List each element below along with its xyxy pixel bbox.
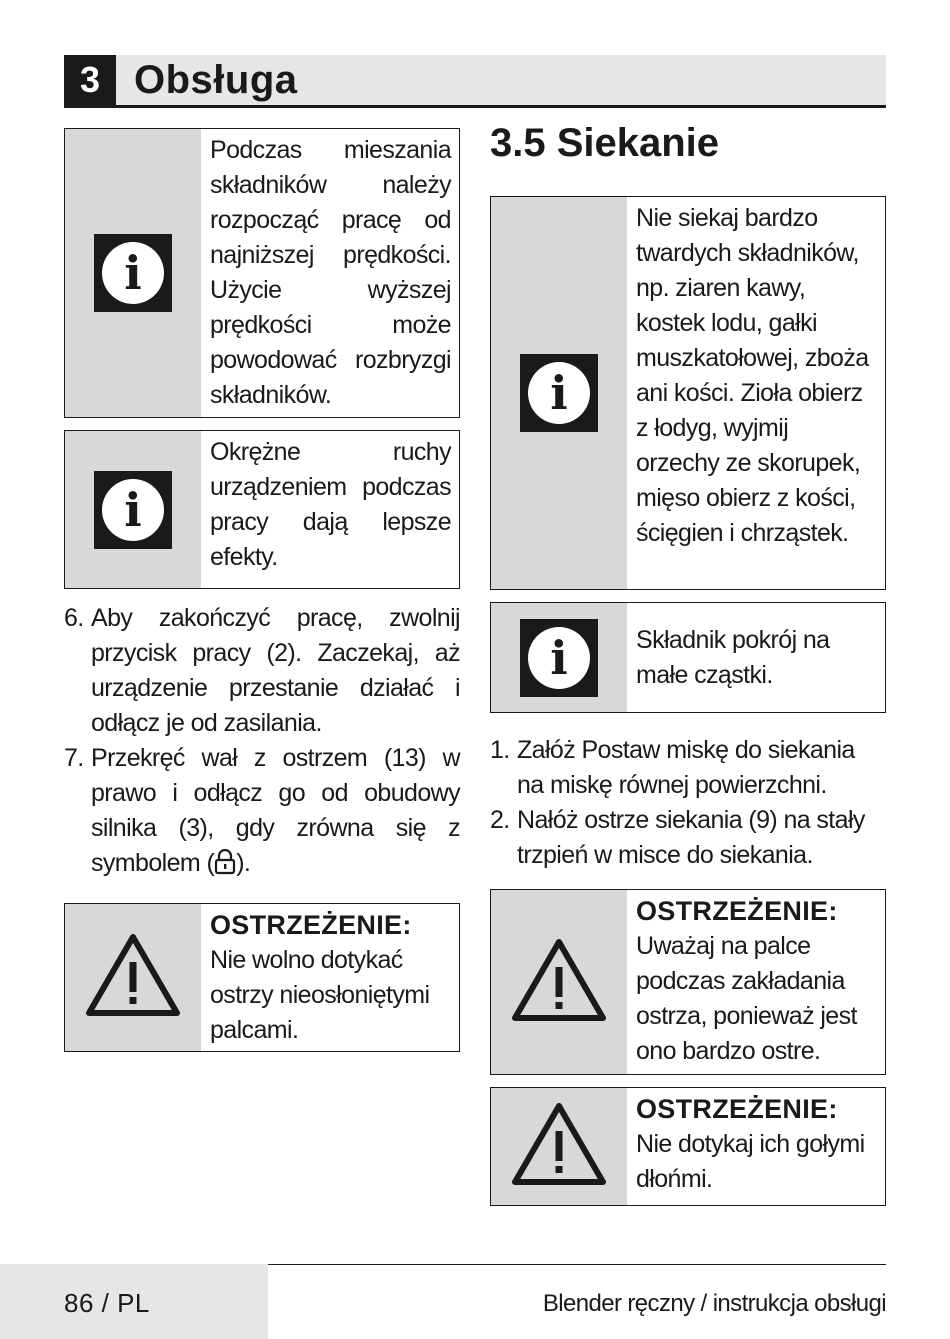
step-text: Załóż Postaw miskę do siekania na miskę równej powierzchni. — [517, 736, 855, 799]
warning-text: Nie dotykaj ich gołymi dłońmi. — [636, 1130, 865, 1193]
list-item — [64, 741, 460, 885]
info-text: Składnik pokrój na małe cząstki. — [636, 625, 830, 689]
document-title: Blender ręczny / instrukcja obsługi — [542, 1290, 886, 1317]
warning-heading: OSTRZEŻENIE: — [210, 910, 412, 940]
info-text: Nie siekaj bardzo twardych składników, np. ziaren kawy, kostek lodu, gałki muszkatołowej, zboża ani kości. Zioła obierz z łodyg, wyjmij orzechy ze skorupek, mięso obierz z kości, ścięgien i chrząstek. — [636, 204, 869, 547]
warning-box — [490, 889, 886, 1075]
step-suffix: ). — [236, 849, 251, 877]
step-number: 2. — [490, 806, 510, 834]
steps-list — [64, 601, 460, 885]
info-icon: i — [94, 234, 172, 312]
page-number: 86 / PL — [64, 1288, 150, 1318]
warning-text: Nie wolno dotykać ostrzy nieosłoniętymi palcami. — [210, 946, 430, 1044]
list-item — [64, 601, 460, 741]
chapter-header — [64, 55, 886, 108]
step-number: 6. — [64, 604, 84, 632]
padlock-icon — [214, 849, 236, 885]
info-box — [64, 430, 460, 589]
warning-box — [490, 1087, 886, 1206]
warning-triangle-icon — [511, 937, 607, 1028]
left-column — [64, 128, 460, 1064]
list-item — [490, 733, 886, 803]
warning-box — [64, 903, 460, 1052]
chapter-title: Obsługa — [134, 58, 298, 102]
info-box — [490, 602, 886, 713]
step-text: Przekręć wał z ostrzem (13) w prawo i odłącz go od obudowy silnika (3), gdy zrówna się z symbolem ( — [91, 744, 460, 877]
warning-heading: OSTRZEŻENIE: — [636, 1094, 838, 1124]
step-text: Aby zakończyć pracę, zwolnij przycisk pracy (2). Zaczekaj, aż urządzenie przestanie działać i odłącz je od zasilania. — [91, 604, 460, 737]
chapter-number: 3 — [64, 55, 116, 105]
list-item — [490, 803, 886, 873]
info-icon: i — [94, 471, 172, 549]
right-column — [490, 120, 886, 1218]
info-box — [64, 128, 460, 418]
info-box — [490, 196, 886, 590]
step-text: Nałóż ostrze siekania (9) na stały trzpień w misce do siekania. — [517, 806, 865, 869]
info-icon: i — [520, 354, 598, 432]
warning-text: Uważaj na palce podczas zakładania ostrza, ponieważ jest ono bardzo ostre. — [636, 932, 857, 1065]
warning-triangle-icon — [511, 1101, 607, 1192]
warning-triangle-icon — [85, 932, 181, 1023]
info-text: Podczas mieszania składników należy rozpocząć pracę od najniższej prędkości. Użycie wyższej prędkości może powodować rozbryzgi składników. — [210, 136, 451, 409]
section-title: 3.5 Siekanie — [490, 121, 720, 165]
step-number: 1. — [490, 736, 510, 764]
steps-list — [490, 733, 886, 873]
info-text: Okrężne ruchy urządzeniem podczas pracy dają lepsze efekty. — [210, 438, 451, 571]
step-number: 7. — [64, 744, 84, 772]
info-icon: i — [520, 619, 598, 697]
footer-divider — [268, 1264, 886, 1265]
warning-heading: OSTRZEŻENIE: — [636, 896, 838, 926]
